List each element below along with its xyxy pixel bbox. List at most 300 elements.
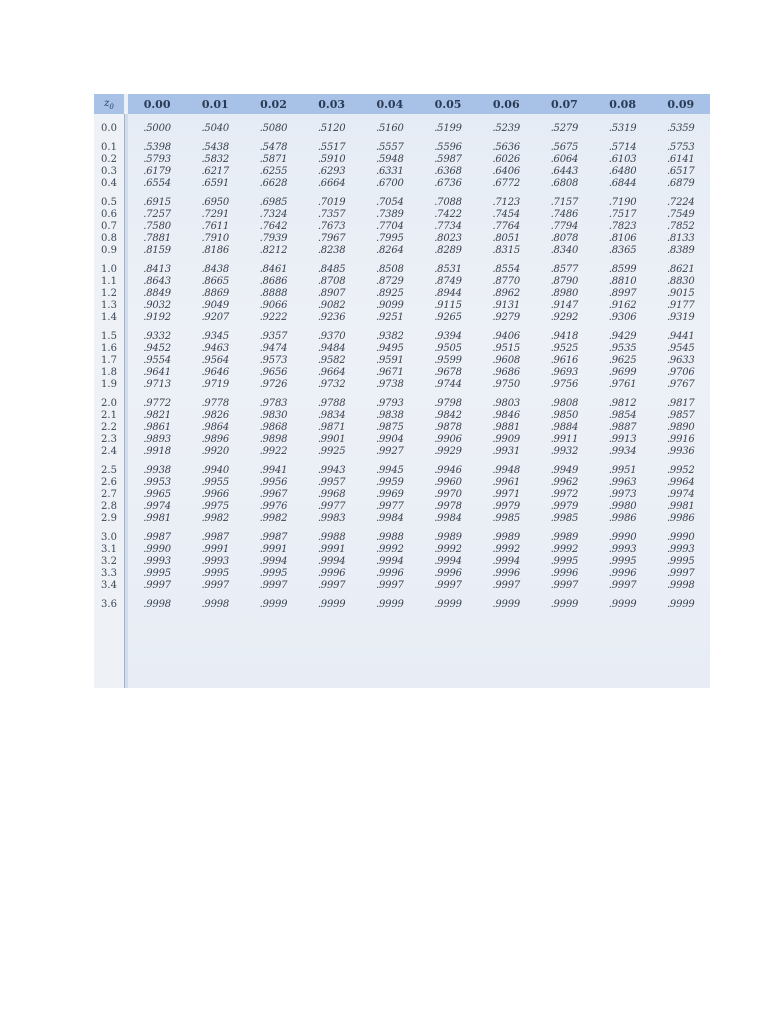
table-cell: .9990 — [143, 543, 171, 555]
row-z-value: 1.6 — [101, 342, 117, 354]
table-cell: .9319 — [666, 311, 695, 323]
table-cell: .8023 — [434, 232, 462, 244]
table-cell: .8485 — [317, 263, 346, 275]
table-cell: .8643 — [143, 275, 171, 287]
table-cell: .9625 — [608, 354, 637, 366]
table-cell: .9945 — [376, 464, 404, 476]
table-cell: .9115 — [434, 299, 462, 311]
table-cell: .9978 — [434, 500, 462, 512]
table-cell: .9987 — [259, 531, 288, 543]
table-cell: .9962 — [550, 476, 579, 488]
table-cell: .8186 — [201, 244, 230, 256]
table-cell: .9846 — [492, 409, 521, 421]
table-cell: .9994 — [317, 555, 346, 567]
table-cell: .7910 — [201, 232, 230, 244]
table-cell: .9991 — [259, 543, 288, 555]
table-row — [94, 445, 710, 457]
table-cell: .9972 — [550, 488, 579, 500]
table-cell: .9968 — [317, 488, 346, 500]
table-cell: .8869 — [201, 287, 230, 299]
table-cell: .9953 — [143, 476, 171, 488]
table-cell: .9812 — [608, 397, 637, 409]
table-cell: .9857 — [666, 409, 695, 421]
table-cell: .5832 — [201, 153, 230, 165]
table-cell: .6950 — [201, 196, 230, 208]
table-cell: .9909 — [492, 433, 521, 445]
row-z-value: 2.7 — [101, 488, 117, 500]
table-cell: .8980 — [550, 287, 579, 299]
table-cell: .9996 — [376, 567, 404, 579]
table-cell: .9099 — [376, 299, 404, 311]
table-cell: .8944 — [434, 287, 462, 299]
row-z-value: 0.8 — [101, 232, 117, 244]
table-cell: .7257 — [143, 208, 171, 220]
table-cell: .9969 — [376, 488, 404, 500]
table-cell: .8212 — [259, 244, 288, 256]
table-cell: .9893 — [143, 433, 171, 445]
table-cell: .9484 — [317, 342, 346, 354]
table-cell: .9960 — [434, 476, 462, 488]
table-cell: .9901 — [317, 433, 346, 445]
table-cell: .6628 — [259, 177, 288, 189]
table-cell: .8051 — [492, 232, 521, 244]
row-z-value: 3.1 — [101, 543, 117, 555]
row-z-value: 2.3 — [101, 433, 117, 445]
table-cell: .7823 — [608, 220, 637, 232]
table-cell: .5557 — [376, 141, 404, 153]
table-cell: .7357 — [317, 208, 346, 220]
table-cell: .5675 — [550, 141, 579, 153]
table-cell: .7939 — [259, 232, 288, 244]
table-row — [94, 500, 710, 512]
table-cell: .9778 — [201, 397, 230, 409]
table-row — [94, 153, 710, 165]
table-cell: .9999 — [317, 598, 346, 610]
table-cell: .7794 — [550, 220, 579, 232]
table-cell: .8925 — [376, 287, 404, 299]
table-cell: .5910 — [317, 153, 346, 165]
table-cell: .7611 — [201, 220, 230, 232]
table-cell: .9997 — [492, 579, 521, 591]
table-cell: .8461 — [259, 263, 288, 275]
table-cell: .9991 — [317, 543, 346, 555]
table-row — [94, 555, 710, 567]
table-header — [94, 94, 710, 114]
table-cell: .9441 — [666, 330, 695, 342]
table-cell: .9608 — [492, 354, 521, 366]
table-cell: .9970 — [434, 488, 462, 500]
table-cell: .9641 — [143, 366, 171, 378]
table-cell: .9997 — [434, 579, 462, 591]
table-cell: .9808 — [550, 397, 579, 409]
table-cell: .9554 — [143, 354, 171, 366]
column-header: 0.03 — [318, 97, 346, 111]
table-cell: .9911 — [550, 433, 579, 445]
table-cell: .9982 — [201, 512, 230, 524]
table-cell: .7224 — [666, 196, 695, 208]
table-cell: .9719 — [201, 378, 230, 390]
table-cell: .9999 — [550, 598, 579, 610]
table-cell: .7088 — [434, 196, 462, 208]
table-cell: .9803 — [492, 397, 521, 409]
column-headers — [128, 98, 710, 111]
table-cell: .9996 — [317, 567, 346, 579]
table-cell: .9767 — [666, 378, 695, 390]
table-cell: .7580 — [143, 220, 171, 232]
table-cell: .9761 — [608, 378, 637, 390]
table-cell: .9582 — [317, 354, 346, 366]
table-cell: .9979 — [492, 500, 521, 512]
row-z-value: 1.7 — [101, 354, 117, 366]
table-cell: .8438 — [201, 263, 230, 275]
table-cell: .9957 — [317, 476, 346, 488]
table-cell: .7549 — [666, 208, 695, 220]
table-cell: .5000 — [143, 122, 171, 134]
table-cell: .5714 — [608, 141, 637, 153]
table-row — [94, 598, 710, 610]
table-cell: .9878 — [434, 421, 462, 433]
table-cell: .6179 — [143, 165, 171, 177]
table-cell: .9995 — [550, 555, 579, 567]
table-cell: .7517 — [608, 208, 637, 220]
table-cell: .5596 — [434, 141, 462, 153]
table-cell: .9998 — [666, 579, 695, 591]
table-cell: .6293 — [317, 165, 346, 177]
table-cell: .9997 — [550, 579, 579, 591]
table-cell: .7123 — [492, 196, 521, 208]
table-cell: .9981 — [666, 500, 695, 512]
column-header: 0.00 — [143, 97, 171, 111]
table-cell: .7734 — [434, 220, 462, 232]
row-z-value: 3.4 — [101, 579, 117, 591]
table-cell: .9979 — [550, 500, 579, 512]
table-cell: .5120 — [317, 122, 346, 134]
table-cell: .9861 — [143, 421, 171, 433]
table-cell: .9798 — [434, 397, 462, 409]
table-cell: .5517 — [317, 141, 346, 153]
table-cell: .6368 — [434, 165, 462, 177]
table-cell: .9854 — [608, 409, 637, 421]
table-cell: .9913 — [608, 433, 637, 445]
table-cell: .9992 — [376, 543, 404, 555]
row-z-value: 1.0 — [101, 263, 117, 275]
table-cell: .6026 — [492, 153, 521, 165]
table-cell: .5040 — [201, 122, 230, 134]
table-cell: .9429 — [608, 330, 637, 342]
table-cell: .9986 — [666, 512, 695, 524]
table-cell: .9904 — [376, 433, 404, 445]
table-cell: .9591 — [376, 354, 404, 366]
table-cell: .9997 — [259, 579, 288, 591]
table-row — [94, 366, 710, 378]
table-cell: .9997 — [201, 579, 230, 591]
table-cell: .6103 — [608, 153, 637, 165]
table-cell: .9633 — [666, 354, 695, 366]
table-cell: .9995 — [608, 555, 637, 567]
table-row — [94, 512, 710, 524]
table-cell: .9974 — [666, 488, 695, 500]
table-cell: .9864 — [201, 421, 230, 433]
column-header: 0.08 — [609, 97, 636, 111]
table-cell: .6064 — [550, 153, 579, 165]
table-cell: .9896 — [201, 433, 230, 445]
table-cell: .9251 — [376, 311, 404, 323]
table-cell: .9772 — [143, 397, 171, 409]
table-cell: .9974 — [143, 500, 171, 512]
table-cell: .9932 — [550, 445, 579, 457]
row-z-value: 1.1 — [101, 275, 117, 287]
row-z-value: 0.3 — [101, 165, 117, 177]
table-cell: .9985 — [492, 512, 521, 524]
table-row — [94, 409, 710, 421]
table-cell: .6443 — [550, 165, 579, 177]
table-row — [94, 464, 710, 476]
table-row — [94, 244, 710, 256]
table-cell: .9983 — [317, 512, 346, 524]
table-row — [94, 342, 710, 354]
row-z-value: 3.6 — [101, 598, 117, 610]
table-cell: .6879 — [666, 177, 695, 189]
table-cell: .6255 — [259, 165, 288, 177]
table-cell: .8599 — [608, 263, 637, 275]
table-cell: .5160 — [376, 122, 404, 134]
row-z-value: 1.5 — [101, 330, 117, 342]
table-row — [94, 263, 710, 275]
table-cell: .7454 — [492, 208, 521, 220]
table-cell: .8106 — [608, 232, 637, 244]
table-cell: .9049 — [201, 299, 230, 311]
row-z-value: 2.5 — [101, 464, 117, 476]
table-cell: .9936 — [666, 445, 695, 457]
table-cell: .9976 — [259, 500, 288, 512]
table-cell: .9996 — [550, 567, 579, 579]
table-cell: .9222 — [259, 311, 288, 323]
table-cell: .8159 — [143, 244, 171, 256]
table-row — [94, 122, 710, 134]
table-cell: .9357 — [259, 330, 288, 342]
table-cell: .7673 — [317, 220, 346, 232]
table-cell: .9131 — [492, 299, 521, 311]
table-cell: .7704 — [376, 220, 404, 232]
table-cell: .9938 — [143, 464, 171, 476]
table-cell: .9989 — [550, 531, 579, 543]
table-cell: .8708 — [317, 275, 346, 287]
table-cell: .9793 — [376, 397, 404, 409]
table-row — [94, 543, 710, 555]
table-cell: .8508 — [376, 263, 404, 275]
table-cell: .8888 — [259, 287, 288, 299]
table-cell: .9918 — [143, 445, 171, 457]
table-cell: .9975 — [201, 500, 230, 512]
table-cell: .9515 — [492, 342, 521, 354]
table-cell: .9990 — [608, 531, 637, 543]
table-cell: .7054 — [376, 196, 404, 208]
table-cell: .9920 — [201, 445, 230, 457]
table-cell: .5239 — [492, 122, 521, 134]
table-cell: .9955 — [201, 476, 230, 488]
table-cell: .9977 — [317, 500, 346, 512]
table-cell: .7995 — [376, 232, 404, 244]
table-cell: .8389 — [666, 244, 695, 256]
table-cell: .9984 — [376, 512, 404, 524]
table-cell: .9177 — [666, 299, 695, 311]
table-row — [94, 330, 710, 342]
table-cell: .9995 — [201, 567, 230, 579]
table-cell: .9032 — [143, 299, 171, 311]
table-cell: .7291 — [201, 208, 230, 220]
table-cell: .7642 — [259, 220, 288, 232]
table-cell: .9898 — [259, 433, 288, 445]
table-cell: .7324 — [259, 208, 288, 220]
table-cell: .9925 — [317, 445, 346, 457]
table-cell: .9993 — [143, 555, 171, 567]
table-cell: .9948 — [492, 464, 521, 476]
table-cell: .9599 — [434, 354, 462, 366]
table-cell: .6736 — [434, 177, 462, 189]
row-z-value: 0.9 — [101, 244, 117, 256]
table-cell: .9616 — [550, 354, 579, 366]
table-row — [94, 208, 710, 220]
table-row — [94, 567, 710, 579]
table-cell: .9996 — [492, 567, 521, 579]
table-cell: .9875 — [376, 421, 404, 433]
table-cell: .8997 — [608, 287, 637, 299]
table-cell: .7852 — [666, 220, 695, 232]
column-header: 0.07 — [551, 97, 578, 111]
table-cell: .9686 — [492, 366, 521, 378]
table-cell: .6141 — [666, 153, 695, 165]
table-cell: .9949 — [550, 464, 579, 476]
table-cell: .8264 — [376, 244, 404, 256]
table-cell: .9997 — [376, 579, 404, 591]
table-cell: .9985 — [550, 512, 579, 524]
table-cell: .9997 — [143, 579, 171, 591]
table-cell: .9495 — [376, 342, 404, 354]
table-cell: .9738 — [376, 378, 404, 390]
row-z-value: 1.8 — [101, 366, 117, 378]
table-cell: .9922 — [259, 445, 288, 457]
table-cell: .5359 — [666, 122, 695, 134]
table-cell: .9783 — [259, 397, 288, 409]
table-cell: .8790 — [550, 275, 579, 287]
table-cell: .9671 — [376, 366, 404, 378]
table-cell: .9881 — [492, 421, 521, 433]
table-cell: .7190 — [608, 196, 637, 208]
table-cell: .9996 — [434, 567, 462, 579]
table-cell: .9999 — [492, 598, 521, 610]
table-cell: .8577 — [550, 263, 579, 275]
table-row — [94, 275, 710, 287]
table-cell: .6591 — [201, 177, 230, 189]
table-cell: .8907 — [317, 287, 346, 299]
table-cell: .9987 — [201, 531, 230, 543]
table-cell: .9887 — [608, 421, 637, 433]
table-cell: .9927 — [376, 445, 404, 457]
table-cell: .9916 — [666, 433, 695, 445]
table-cell: .8770 — [492, 275, 521, 287]
table-cell: .9656 — [259, 366, 288, 378]
table-cell: .9192 — [143, 311, 171, 323]
row-z-value: 2.1 — [101, 409, 117, 421]
table-cell: .9463 — [201, 342, 230, 354]
table-cell: .9989 — [492, 531, 521, 543]
table-row — [94, 299, 710, 311]
table-cell: .9525 — [550, 342, 579, 354]
table-cell: .9535 — [608, 342, 637, 354]
table-cell: .9993 — [608, 543, 637, 555]
row-z-value: 1.3 — [101, 299, 117, 311]
table-cell: .8133 — [666, 232, 695, 244]
row-z-value: 2.0 — [101, 397, 117, 409]
table-cell: .9646 — [201, 366, 230, 378]
table-cell: .9842 — [434, 409, 462, 421]
table-cell: .9678 — [434, 366, 462, 378]
row-z-value: 3.0 — [101, 531, 117, 543]
table-cell: .9965 — [143, 488, 171, 500]
table-row — [94, 354, 710, 366]
table-cell: .6406 — [492, 165, 521, 177]
row-z-value: 2.2 — [101, 421, 117, 433]
table-cell: .7764 — [492, 220, 521, 232]
table-cell: .5793 — [143, 153, 171, 165]
table-cell: .8962 — [492, 287, 521, 299]
table-cell: .8686 — [259, 275, 288, 287]
table-cell: .9066 — [259, 299, 288, 311]
row-z-value: 0.4 — [101, 177, 117, 189]
table-cell: .8315 — [492, 244, 521, 256]
table-cell: .6772 — [492, 177, 521, 189]
table-cell: .6664 — [317, 177, 346, 189]
row-z-value: 3.2 — [101, 555, 117, 567]
table-cell: .9292 — [550, 311, 579, 323]
table-cell: .5199 — [434, 122, 462, 134]
table-cell: .9345 — [201, 330, 230, 342]
table-cell: .9934 — [608, 445, 637, 457]
table-cell: .8729 — [376, 275, 404, 287]
table-row — [94, 397, 710, 409]
table-cell: .9995 — [143, 567, 171, 579]
table-cell: .9971 — [492, 488, 521, 500]
table-cell: .8665 — [201, 275, 230, 287]
table-cell: .9279 — [492, 311, 521, 323]
table-row — [94, 476, 710, 488]
table-cell: .9959 — [376, 476, 404, 488]
table-cell: .9990 — [666, 531, 695, 543]
table-cell: .9830 — [259, 409, 288, 421]
table-cell: .6985 — [259, 196, 288, 208]
table-cell: .9981 — [143, 512, 171, 524]
table-cell: .9980 — [608, 500, 637, 512]
table-cell: .9993 — [201, 555, 230, 567]
table-cell: .9838 — [376, 409, 404, 421]
z-table — [94, 94, 710, 688]
row-z-value: 3.3 — [101, 567, 117, 579]
table-cell: .9946 — [434, 464, 462, 476]
column-header: 0.02 — [260, 97, 287, 111]
table-cell: .9545 — [666, 342, 695, 354]
table-cell: .9943 — [317, 464, 346, 476]
table-cell: .9995 — [666, 555, 695, 567]
table-cell: .9505 — [434, 342, 462, 354]
table-cell: .7881 — [143, 232, 171, 244]
table-cell: .6217 — [201, 165, 230, 177]
table-cell: .7422 — [434, 208, 462, 220]
table-cell: .5398 — [143, 141, 171, 153]
table-cell: .7967 — [317, 232, 346, 244]
table-cell: .9382 — [376, 330, 404, 342]
table-row — [94, 141, 710, 153]
table-cell: .5080 — [259, 122, 288, 134]
